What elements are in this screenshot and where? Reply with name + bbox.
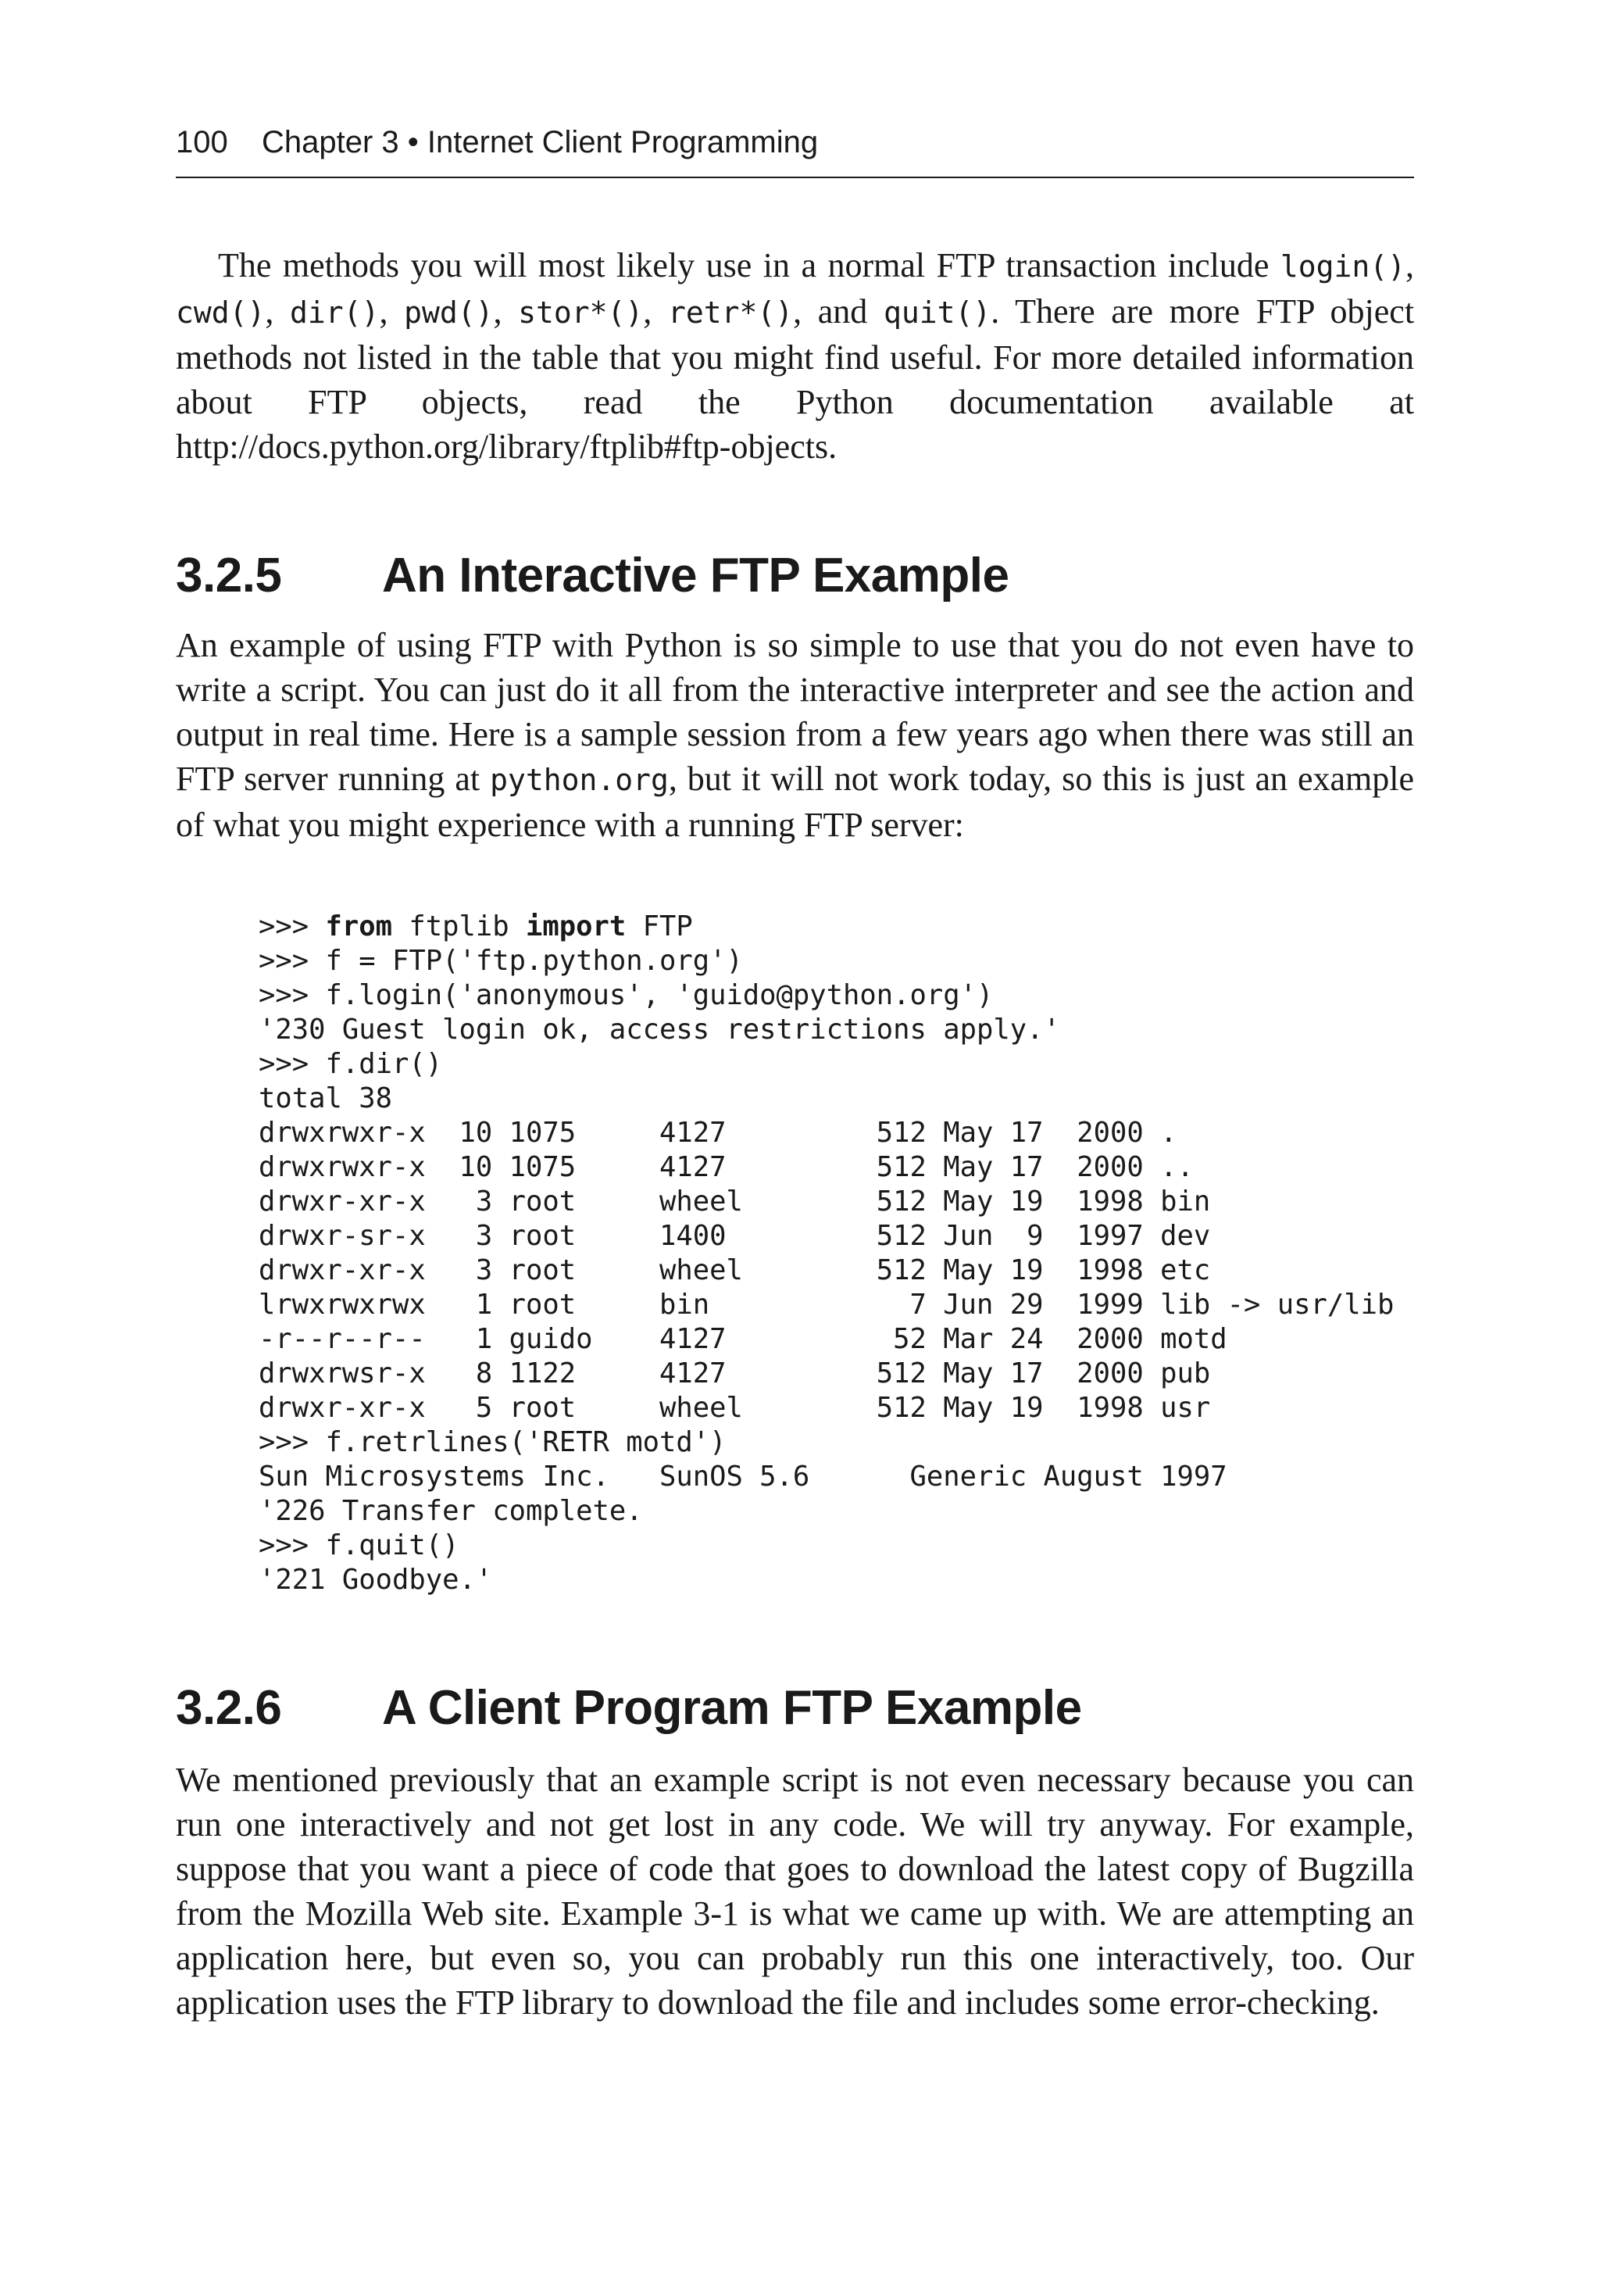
text-run: The methods you will most likely use in a normal FTP transaction include — [218, 246, 1280, 284]
text-run: , but it will not work today, so this is just an example of what you might experience with a running FTP server: — [176, 760, 1414, 844]
code-line: >>> f.dir() — [259, 1048, 443, 1080]
text-run: , — [379, 292, 405, 331]
code-line: >>> f.login('anonymous', 'guido@python.org') — [259, 979, 994, 1011]
code-text: ftplib — [392, 910, 526, 942]
section-number: 3.2.6 — [176, 1681, 282, 1735]
interactive-ftp-session-code — [259, 910, 1394, 1597]
code-line: drwxr-xr-x 3 root wheel 512 May 19 1998 etc — [259, 1254, 1211, 1286]
code-line — [259, 910, 1394, 944]
code-line: lrwxrwxrwx 1 root bin 7 Jun 29 1999 lib -> usr/lib — [259, 1289, 1395, 1321]
code-keyword-import: import — [525, 910, 627, 942]
chapter-title: Chapter 3 • Internet Client Programming — [262, 125, 819, 159]
code-prompt: >>> — [259, 910, 326, 942]
method-login: login() — [1280, 249, 1405, 284]
code-line: drwxr-xr-x 3 root wheel 512 May 19 1998 bin — [259, 1186, 1211, 1218]
method-quit: quit() — [883, 295, 991, 330]
section-3-2-5-paragraph — [176, 623, 1414, 847]
code-keyword-from: from — [325, 910, 392, 942]
code-line: drwxr-xr-x 5 root wheel 512 May 19 1998 usr — [259, 1392, 1211, 1424]
text-run: , and — [793, 292, 884, 331]
text-run: , — [265, 292, 291, 331]
running-head — [176, 122, 1414, 163]
text-run: , — [493, 292, 519, 331]
code-line: drwxrwxr-x 10 1075 4127 512 May 17 2000 .. — [259, 1151, 1194, 1183]
section-heading-3-2-6 — [176, 1677, 1414, 1740]
code-line: total 38 — [259, 1082, 392, 1114]
method-stor: stor*() — [518, 295, 644, 330]
intro-paragraph — [176, 243, 1414, 469]
code-line: drwxrwsr-x 8 1122 4127 512 May 17 2000 pub — [259, 1357, 1211, 1389]
section-3-2-6-paragraph: We mentioned previously that an example script is not even necessary because you can run one interactively and not get lost in any code. We will try anyway. For example, suppose that you want a piece of code that goes to download the latest copy of Bugzilla from the Mozilla Web site. Example 3-1 is what we came up with. We are attempting an application here, but even so, you can probably run this one interactively, too. Our application uses the FTP library to download the file and includes some error-checking. — [176, 1761, 1414, 2022]
code-line: Sun Microsystems Inc. SunOS 5.6 Generic August 1997 — [259, 1461, 1227, 1493]
method-retr: retr*() — [667, 295, 794, 330]
code-line: >>> f.retrlines('RETR motd') — [259, 1426, 727, 1458]
text-run: , — [643, 292, 668, 331]
section-title: An Interactive FTP Example — [382, 549, 1009, 603]
code-line: '226 Transfer complete. — [259, 1495, 643, 1527]
page-number: 100 — [176, 125, 228, 159]
code-line: '230 Guest login ok, access restrictions apply.' — [259, 1014, 1060, 1046]
text-run: An example of using FTP with Python is so simple to use that you do not even have to write a script. You can just do it all from the interactive interpreter and see the action and output in real time. Here is a sample session from a few years ago when there was still an FTP server running at — [176, 626, 1414, 798]
text-run: , — [1405, 246, 1414, 284]
code-line: >>> f.quit() — [259, 1529, 459, 1561]
code-line: drwxr-sr-x 3 root 1400 512 Jun 9 1997 dev — [259, 1220, 1211, 1252]
text-run: . There are more FTP object methods not listed in the table that you might find useful. For more detailed information about FTP objects, read the Python documentation available at http://docs.python.org/library/ftplib#ftp-objects. — [176, 292, 1415, 466]
code-line: >>> f = FTP('ftp.python.org') — [259, 945, 743, 977]
code-line: '221 Goodbye.' — [259, 1564, 493, 1596]
code-text: FTP — [626, 910, 693, 942]
inline-code-python-org: python.org — [490, 763, 669, 797]
section-title: A Client Program FTP Example — [382, 1681, 1082, 1735]
code-line: drwxrwxr-x 10 1075 4127 512 May 17 2000 . — [259, 1117, 1177, 1149]
header-rule — [176, 177, 1414, 178]
method-dir: dir() — [290, 295, 380, 330]
method-pwd: pwd() — [404, 295, 494, 330]
code-line: -r--r--r-- 1 guido 4127 52 Mar 24 2000 motd — [259, 1323, 1227, 1355]
method-cwd: cwd() — [176, 295, 266, 330]
section-number: 3.2.5 — [176, 549, 282, 603]
section-heading-3-2-5 — [176, 545, 1414, 607]
